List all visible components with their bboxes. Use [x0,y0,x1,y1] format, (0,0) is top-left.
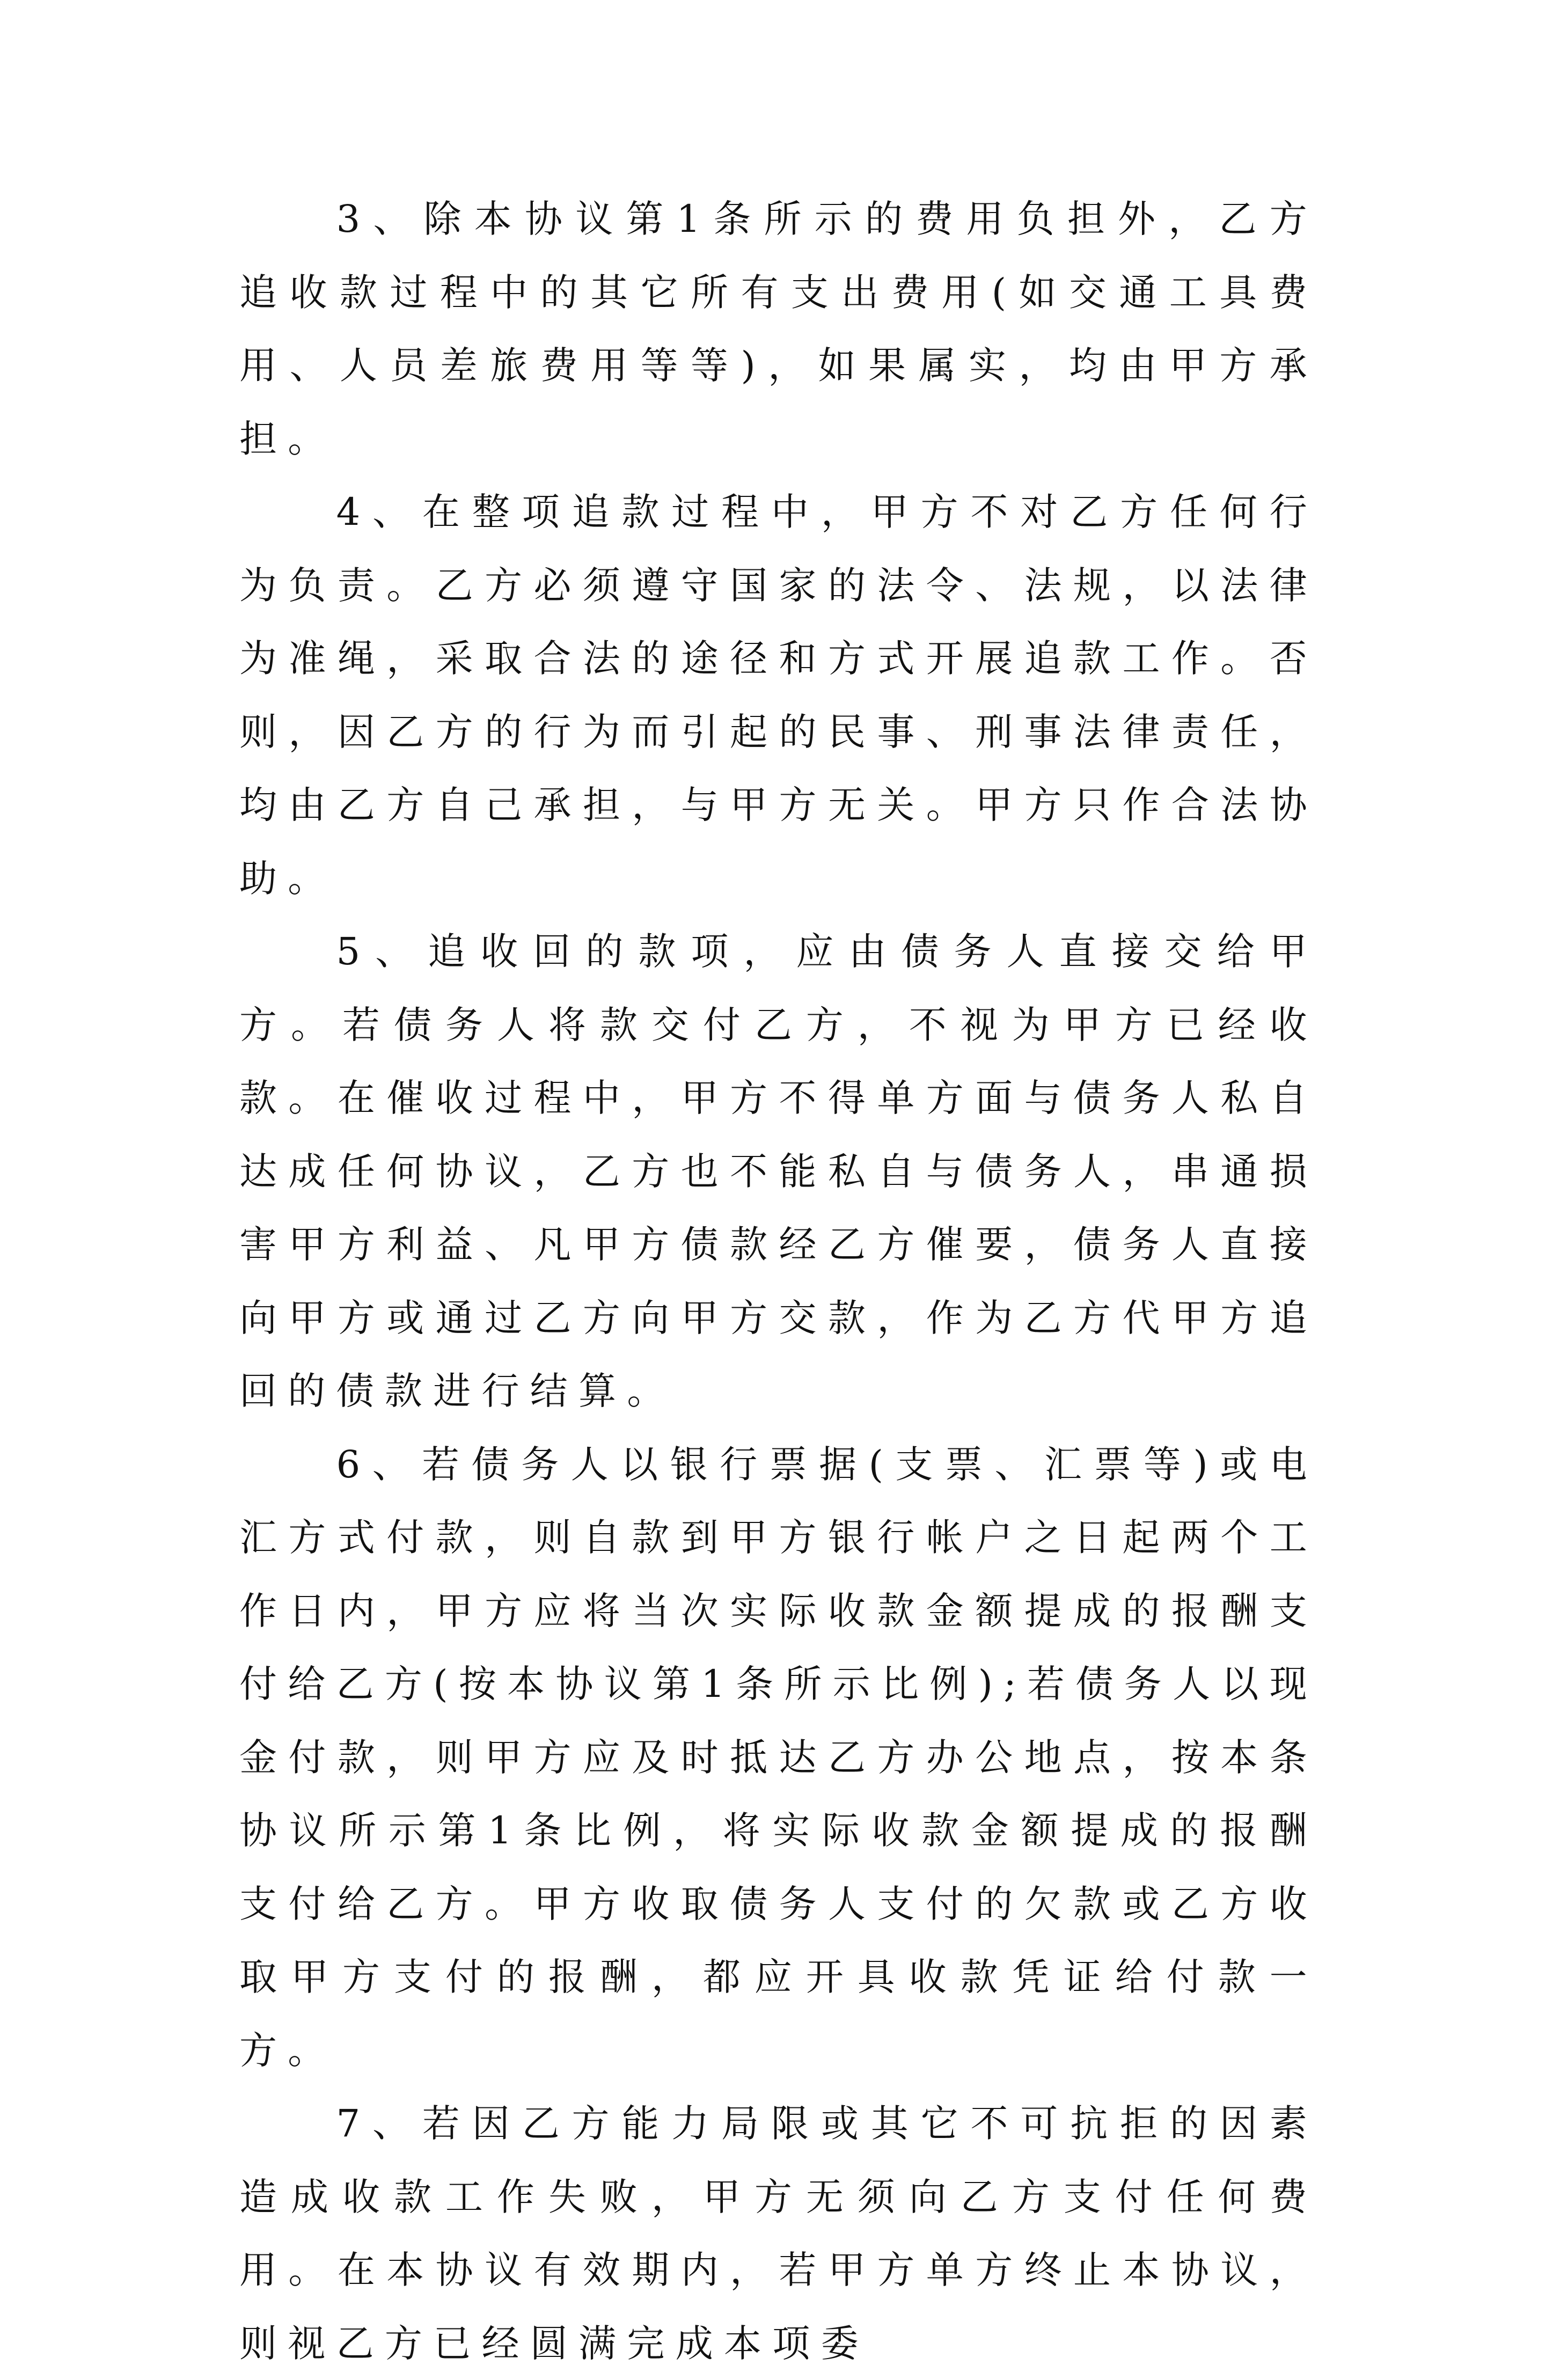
document-page [239,182,1318,2380]
clause-5-paragraph: 5、追收回的款项，应由债务人直接交给甲方。若债务人将款交付乙方，不视为甲方已经收款。在催收过程中，甲方不得单方面与债务人私自达成任何协议，乙方也不能私自与债务人，串通损害甲方利益、凡甲方债款经乙方催要，债务人直接向甲方或通过乙方向甲方交款，作为乙方代甲方追回的债款进行结算。 [239,929,1318,1413]
clause-3-paragraph: 3、除本协议第1条所示的费用负担外，乙方追收款过程中的其它所有支出费用(如交通工具费用、人员差旅费用等等)，如果属实，均由甲方承担。 [239,197,1318,461]
clause-6-paragraph: 6、若债务人以银行票据(支票、汇票等)或电汇方式付款，则自款到甲方银行帐户之日起两个工作日内，甲方应将当次实际收款金额提成的报酬支付给乙方(按本协议第1条所示比例);若债务人以现金付款，则甲方应及时抵达乙方办公地点，按本条协议所示第1条比例，将实际收款金额提成的报酬支付给乙方。甲方收取债务人支付的欠款或乙方收取甲方支付的报酬，都应开具收款凭证给付款一方。 [239,1442,1318,2073]
clause-4-paragraph: 4、在整项追款过程中，甲方不对乙方任何行为负责。乙方必须遵守国家的法令、法规，以法律为准绳，采取合法的途径和方式开展追款工作。否则，因乙方的行为而引起的民事、刑事法律责任，均由乙方自己承担，与甲方无关。甲方只作合法协助。 [239,490,1318,900]
clause-7-paragraph: 7、若因乙方能力局限或其它不可抗拒的因素造成收款工作失败，甲方无须向乙方支付任何费用。在本协议有效期内，若甲方单方终止本协议，则视乙方已经圆满完成本项委 [239,2101,1318,2366]
